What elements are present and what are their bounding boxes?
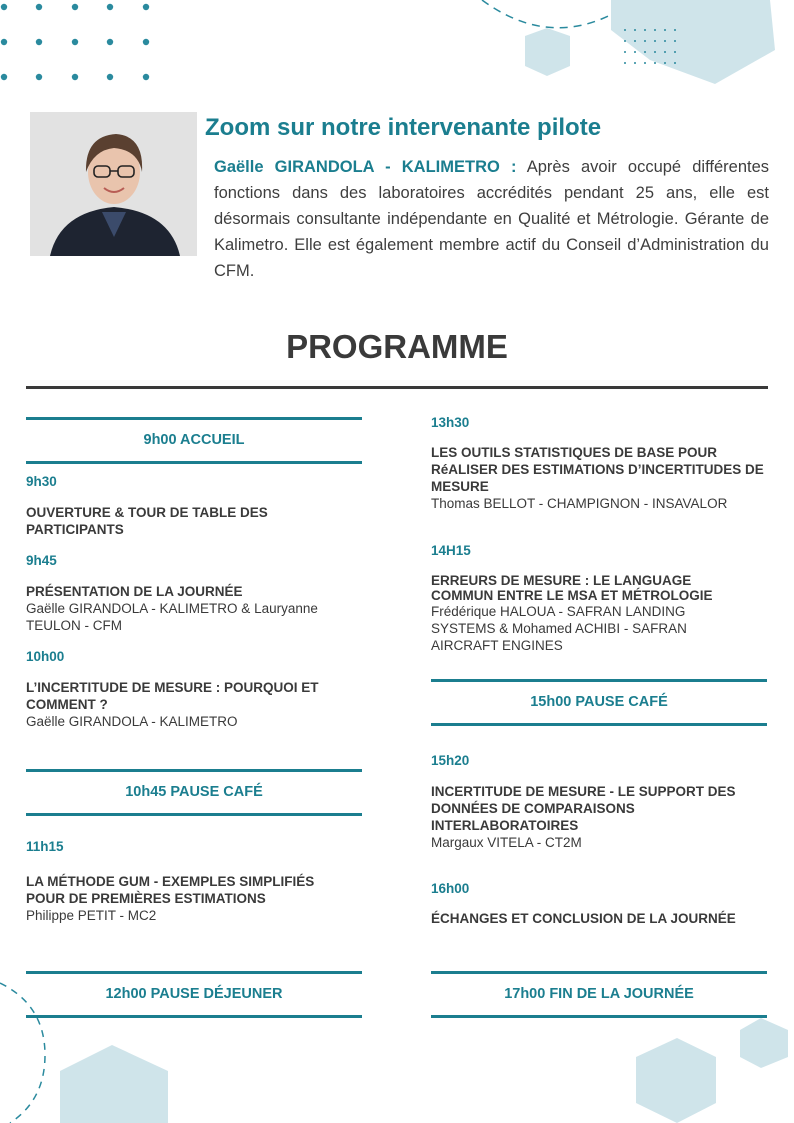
end-box: [431, 971, 767, 1018]
session-speaker: Philippe PETIT - MC2: [26, 908, 157, 923]
speaker-photo: [30, 112, 197, 256]
pause-cafe-box: [431, 679, 767, 726]
lunch-label: 12h00 PAUSE DÉJEUNER: [105, 986, 283, 1002]
divider: [26, 386, 768, 389]
session-left-3: [26, 649, 362, 730]
intro-heading: Zoom sur notre intervenante pilote: [205, 114, 602, 141]
accueil-box: [26, 417, 362, 464]
session-left-4: [26, 839, 362, 924]
hexagon-decoration-bottom-left: [0, 975, 170, 1123]
session-title: INCERTITUDE DE MESURE - LE SUPPORT DES DONNÉES DE COMPARAISONS INTERLABORATOIRES: [431, 784, 736, 833]
session-right-4: [431, 881, 767, 927]
speaker-bio: Après avoir occupé différentes fonctions dans des laboratoires accrédités pendant 25 ans, elle est désormais consultante indépendante en Qualité et Métrologie. Gérante de Kalimetro. Elle est également membre actif du Conseil d’Administration du CFM.: [214, 158, 770, 280]
hexagon-decoration-top: [470, 0, 794, 95]
session-title: OUVERTURE & TOUR DE TABLE DES PARTICIPANTS: [26, 505, 268, 537]
session-title: LA MÉTHODE GUM - EXEMPLES SIMPLIFIÉS POUR DE PREMIÈRES ESTIMATIONS: [26, 874, 315, 906]
session-time: 9h30: [26, 474, 57, 489]
pause-cafe-box: [26, 769, 362, 816]
hexagon-decoration-bottom-right: [630, 1015, 794, 1123]
session-title: L’INCERTITUDE DE MESURE : POURQUOI ET COMMENT ?: [26, 680, 319, 712]
session-speaker: Gaëlle GIRANDOLA - KALIMETRO & Lauryanne TEULON - CFM: [26, 601, 318, 633]
session-title: PRÉSENTATION DE LA JOURNÉE: [26, 584, 243, 599]
session-time: 9h45: [26, 553, 57, 568]
session-left-1: [26, 474, 362, 538]
session-time: 14H15: [431, 543, 471, 558]
session-time: 11h15: [26, 839, 64, 854]
intro-bio: [214, 154, 769, 284]
session-title: ERREURS DE MESURE : LE LANGUAGE COMMUN ENTRE LE MSA ET MÉTROLOGIE: [431, 573, 713, 603]
session-speaker: Margaux VITELA - CT2M: [431, 835, 582, 850]
session-right-3: [431, 753, 767, 851]
dot-grid-decoration: [0, 0, 160, 90]
session-time: 15h20: [431, 753, 470, 768]
session-time: 10h00: [26, 649, 65, 664]
pause-cafe-label: 10h45 PAUSE CAFÉ: [125, 784, 263, 800]
speaker-name: Gaëlle GIRANDOLA - KALIMETRO :: [214, 158, 517, 176]
accueil-label: 9h00 ACCUEIL: [143, 432, 245, 448]
session-speaker: Thomas BELLOT - CHAMPIGNON - INSAVALOR: [431, 496, 728, 511]
session-time: 13h30: [431, 415, 470, 430]
session-title: ÉCHANGES ET CONCLUSION DE LA JOURNÉE: [431, 911, 736, 926]
session-speaker: Frédérique HALOUA - SAFRAN LANDING SYSTEMS & Mohamed ACHIBI - SAFRAN AIRCRAFT ENGINES: [431, 604, 687, 653]
session-speaker: Gaëlle GIRANDOLA - KALIMETRO: [26, 714, 238, 729]
end-label: 17h00 FIN DE LA JOURNÉE: [504, 986, 694, 1002]
session-left-2: [26, 553, 362, 634]
session-right-1: [431, 415, 767, 512]
session-time: 16h00: [431, 881, 470, 896]
session-title: LES OUTILS STATISTIQUES DE BASE POUR RéALISER DES ESTIMATIONS D’INCERTITUDES DE MESURE: [431, 445, 764, 494]
pause-cafe-label: 15h00 PAUSE CAFÉ: [530, 694, 668, 710]
session-right-2: [431, 543, 767, 654]
programme-title: PROGRAMME: [286, 328, 508, 365]
